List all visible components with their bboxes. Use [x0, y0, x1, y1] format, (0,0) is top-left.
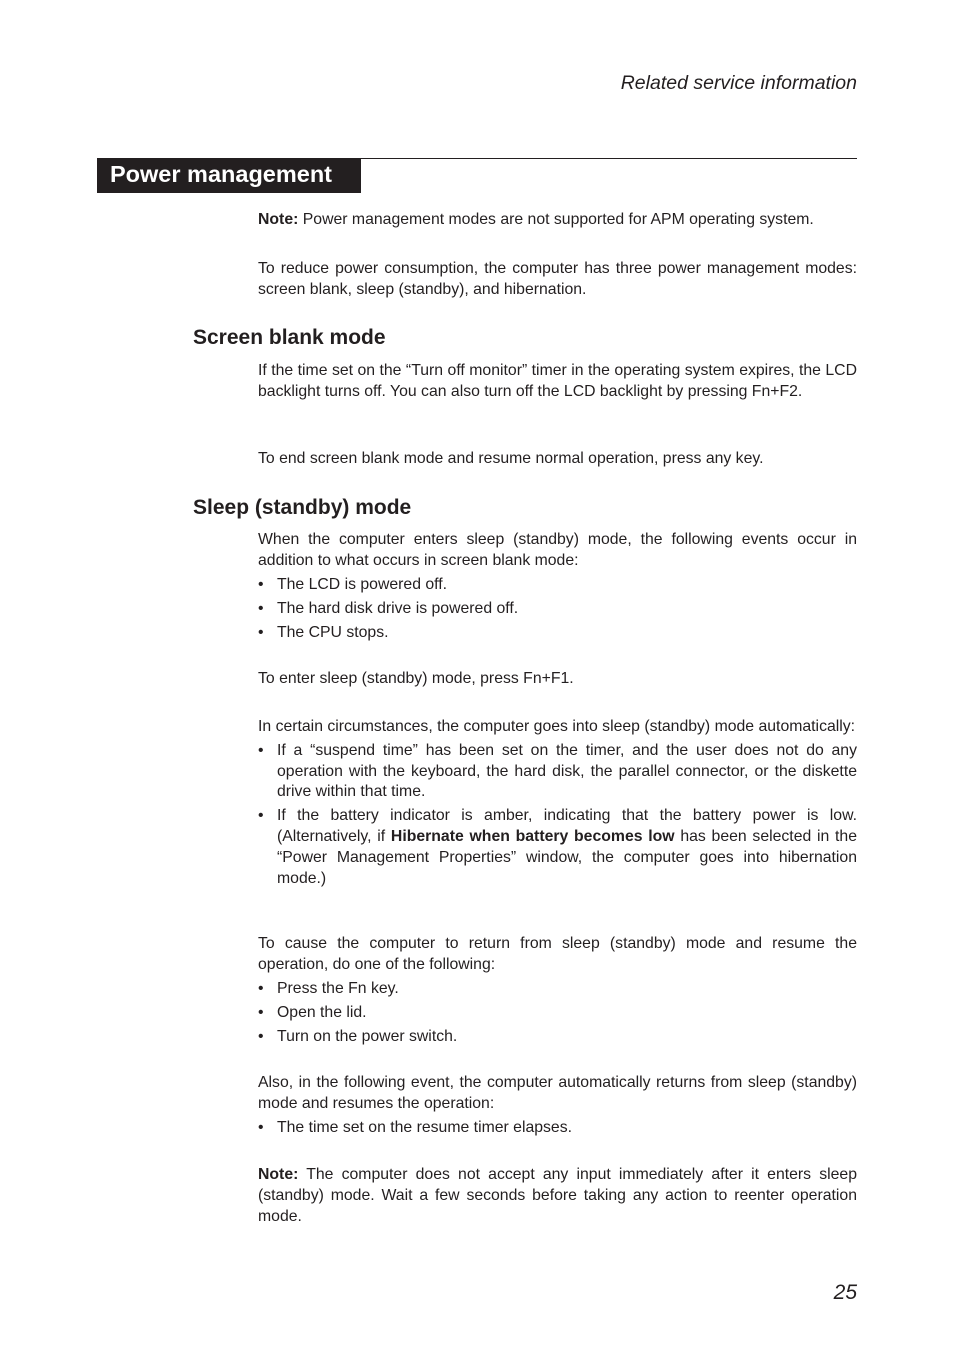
- list-item: • The CPU stops.: [258, 623, 857, 644]
- sleep-section-resume: [258, 934, 857, 1051]
- note-label: Note:: [258, 1166, 299, 1183]
- auto-resume-list: [258, 1118, 857, 1139]
- note-label: Note:: [258, 211, 299, 228]
- list-item-text: If the battery indicator is amber, indicating that the battery power is low. (Alternatively, if: [277, 807, 857, 846]
- sleep-events-list: [258, 575, 857, 644]
- intro-paragraph: To reduce power consumption, the computer has three power management modes: screen blank, sleep (standby), and hibernation.: [258, 260, 857, 298]
- list-item: • Open the lid.: [258, 1003, 857, 1024]
- sleep-paragraph-1: When the computer enters sleep (standby) mode, the following events occur in addition to what occurs in screen blank mode:: [258, 531, 857, 569]
- list-item: • The LCD is powered off.: [258, 575, 857, 596]
- sleep-paragraph-4: To cause the computer to return from sleep (standby) mode and resume the operation, do one of the following:: [258, 935, 857, 973]
- page-number: 25: [833, 1281, 857, 1304]
- intro-note: [258, 210, 857, 231]
- note-text: The computer does not accept any input immediately after it enters sleep (standby) mode. Wait a few seconds before taking any action to reenter operation mode.: [258, 1166, 857, 1225]
- sleep-section-auto-resume: [258, 1073, 857, 1142]
- list-item: • The time set on the resume timer elapses.: [258, 1118, 857, 1139]
- sleep-paragraph-2: To enter sleep (standby) mode, press Fn+F1.: [258, 670, 574, 687]
- screen-blank-heading: Screen blank mode: [193, 326, 386, 349]
- title-banner: [97, 159, 361, 193]
- sleep-paragraph-5: Also, in the following event, the computer automatically returns from sleep (standby) mode and resumes the operation:: [258, 1074, 857, 1112]
- list-item: • The hard disk drive is powered off.: [258, 599, 857, 620]
- sleep-heading: Sleep (standby) mode: [193, 496, 412, 519]
- list-item: • Turn on the power switch.: [258, 1027, 857, 1048]
- auto-sleep-list: [258, 741, 857, 890]
- list-item: • If a “suspend time” has been set on the timer, and the user does not do any operation with the keyboard, the hard disk, the parallel connector, or the diskette drive within that time.: [258, 741, 857, 803]
- screen-blank-paragraph-2: To end screen blank mode and resume normal operation, press any key.: [258, 450, 764, 467]
- list-item: • Press the Fn key.: [258, 979, 857, 1000]
- note-text: Power management modes are not supported for APM operating system.: [298, 211, 814, 228]
- running-header: Related service information: [620, 72, 857, 94]
- hibernate-option-label: Hibernate when battery becomes low: [390, 828, 675, 846]
- sleep-note: [258, 1165, 857, 1227]
- page-title: Power management: [110, 161, 333, 187]
- list-item: [258, 806, 857, 889]
- screen-blank-paragraph-1: If the time set on the “Turn off monitor” timer in the operating system expires, the LCD backlight turns off. You can also turn off the LCD backlight by pressing Fn+F2.: [258, 362, 857, 400]
- sleep-section-1: [258, 530, 857, 647]
- list-item-text: has been selected in the “Power Management Properties” window, the computer goes into hibernation mode.): [277, 828, 857, 887]
- sleep-paragraph-3: In certain circumstances, the computer goes into sleep (standby) mode automatically:: [258, 718, 856, 735]
- resume-list: [258, 979, 857, 1048]
- sleep-section-auto: [258, 717, 857, 893]
